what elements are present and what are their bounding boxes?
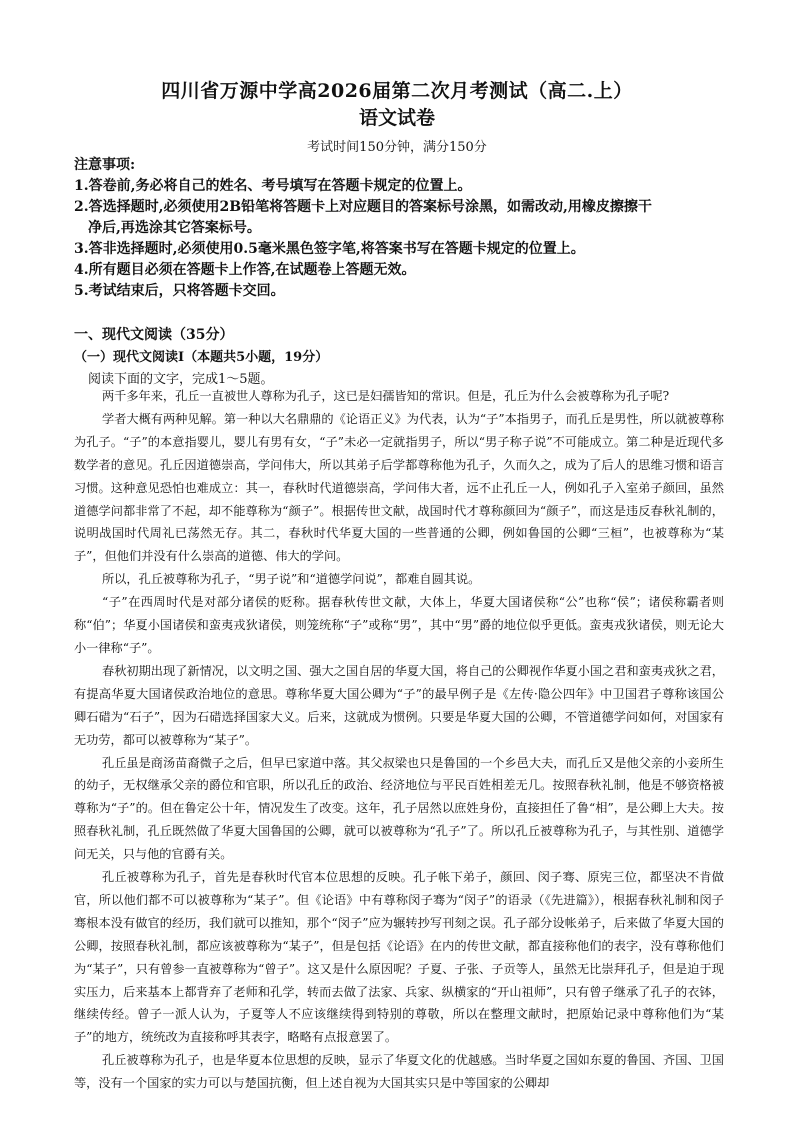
passage-paragraph: 两千多年来，孔丘一直被世人尊称为孔子，这已是妇孺皆知的常识。但是，孔丘为什么会被尊称为孔子呢? bbox=[102, 389, 670, 403]
exam-subject: 语文试卷 bbox=[358, 107, 435, 129]
passage-paragraph: 学者大概有两种见解。第一种以大名鼎鼎的《论语正义》为代表，认为“子”本指男子，而孔丘是男性，所以就被尊称为孔子。“子”的本意指婴儿，婴儿有男有女，“子”未必一定就指男子，所以“男子称子说”不可能成立。第二种是近现代多数学者的意见。孔丘因道德崇高，学问伟大，所以其弟子后学都尊称他为孔子，久而久之，成为了后人的思维习惯和语言习惯。这种意见恐怕也难成立：其一，春秋时代道德崇高，学问伟大者，远不止孔丘一人，例如孔子入室弟子颜回，虽然道德学问都非常了不起，却不能尊称为“颜子”。根据传世文献，战国时代才尊称颜回为“颜子”，而这是违反春秋礼制的，说明战国时代周礼已荡然无存。其二，春秋时代华夏大国的一些普通的公卿，例如鲁国的公卿“三桓”，也被尊称为“某子”，但他们并没有什么崇高的道德、伟大的学问。 bbox=[74, 411, 724, 564]
passage-paragraph: 春秋初期出现了新情况，以文明之国、强大之国自居的华夏大国，将自己的公卿视作华夏小国之君和蛮夷戎狄之君，有提高华夏大国诸侯政治地位的意思。尊称华夏大国公卿为“子”的最早例子是《左传·隐公四年》中卫国君子尊称该国公卿石碏为“石子”，因为石碏选择国家大义。后来，这就成为惯例。只要是华夏大国的公卿，不管道德学问如何，对国家有无功劳，都可以被尊称为“某子”。 bbox=[74, 663, 724, 747]
passage-paragraph: “子”在西周时代是对部分诸侯的贬称。据春秋传世文献，大体上，华夏大国诸侯称“公”也称“侯”；诸侯称霸者则称“伯”；华夏小国诸侯和蛮夷戎狄诸侯，则笼统称“子”或称“男”，其中“男”爵的地位似乎更低。蛮夷戎狄诸侯，则无论大小一律称“子”。 bbox=[74, 595, 724, 655]
note-item-2-continued: 净后,再选涂其它答案标号。 bbox=[88, 220, 261, 236]
section-heading: 一、现代文阅读（35分） bbox=[74, 327, 234, 343]
note-item-4: 4.所有题目必须在答题卡上作答,在试题卷上答题无效。 bbox=[74, 262, 416, 278]
passage-paragraph: 孔丘被尊称为孔子，首先是春秋时代官本位思想的反映。孔子帐下弟子，颜回、闵子骞、原宪三位，都坚决不肯做官，所以他们都不可以被尊称为“某子”。但《论语》中有尊称闵子骞为“闵子”的语录（《先进篇》），根据春秋礼制和闵子骞根本没有做官的经历，我们就可以推知，那个“闵子”应为辗转抄写刊刻之误。孔子部分设帐弟子，后来做了华夏大国的公卿，按照春秋礼制，都应该被尊称为“某子”，但是包括《论语》在内的传世文献，都直接称他们的表字，没有尊称他们为“某子”，只有曾参一直被尊称为“曾子”。这又是什么原因呢？子夏、子张、子贡等人，虽然无比崇拜孔子，但是迫于现实压力，后来基本上都背弃了老师和孔学，转而去做了法家、兵家、纵横家的“开山祖师”，只有曾子继承了孔子的衣钵，继续传经。曾子一派人认为，子夏等人不应该继续得到特别的尊敬，所以在整理文献时，把原始记录中尊称他们为“某子”的地方，统统改为直接称呼其表字，略略有点报意罢了。 bbox=[74, 870, 724, 1045]
subsection-heading: （一）现代文阅读I（本题共5小题，19分） bbox=[74, 350, 329, 365]
notes-block bbox=[74, 155, 734, 302]
note-item-1: 1.答卷前,务必将自己的姓名、考号填写在答题卡规定的位置上。 bbox=[74, 178, 472, 194]
notes-heading: 注意事项: bbox=[74, 157, 136, 173]
note-item-2: 2.答选择题时,必须使用2B铅笔将答题卡上对应题目的答案标号涂黑，如需改动,用橡皮擦擦干 bbox=[74, 199, 652, 215]
passage-paragraph: 孔丘虽是商汤苗裔微子之后，但早已家道中落。其父叔梁也只是鲁国的一个乡邑大夫，而孔丘又是他父亲的小妾所生的幼子，无权继承父亲的爵位和官职，所以孔丘的政治、经济地位与平民百姓相差无几。按照春秋礼制，他是不够资格被尊称为“子”的。但在鲁定公十年，情况发生了改变。这年，孔子居然以庶姓身份，直接担任了鲁“相”，是公卿上大夫。按照春秋礼制，孔丘既然做了华夏大国鲁国的公卿，就可以被尊称为“孔子”了。所以孔丘被尊称为孔子，与其性别、道德学问无关，只与他的官爵有关。 bbox=[74, 755, 724, 862]
passage-paragraph: 孔丘被尊称为孔子，也是华夏本位思想的反映，显示了华夏文化的优越感。当时华夏之国如东夏的鲁国、齐国、卫国等，没有一个国家的实力可以与楚国抗衡，但上述自视为大国其实只是中等国家的公卿却 bbox=[74, 1053, 724, 1091]
reading-instruction: 阅读下面的文字，完成1～5题。 bbox=[88, 372, 274, 387]
passage-paragraph: 所以，孔丘被尊称为孔子，“男子说”和“道德学问说”，都难自圆其说。 bbox=[102, 572, 481, 587]
note-item-3: 3.答非选择题时,必须使用0.5毫米黑色签字笔,将答案书写在答题卡规定的位置上。 bbox=[74, 241, 585, 257]
exam-title: 四川省万源中学高2026届第二次月考测试（高二.上） bbox=[161, 80, 633, 102]
reading-passage bbox=[74, 385, 724, 1095]
note-item-5: 5.考试结束后，只将答题卡交回。 bbox=[74, 283, 285, 299]
exam-time-info: 考试时间150分钟，满分150分 bbox=[307, 140, 487, 155]
